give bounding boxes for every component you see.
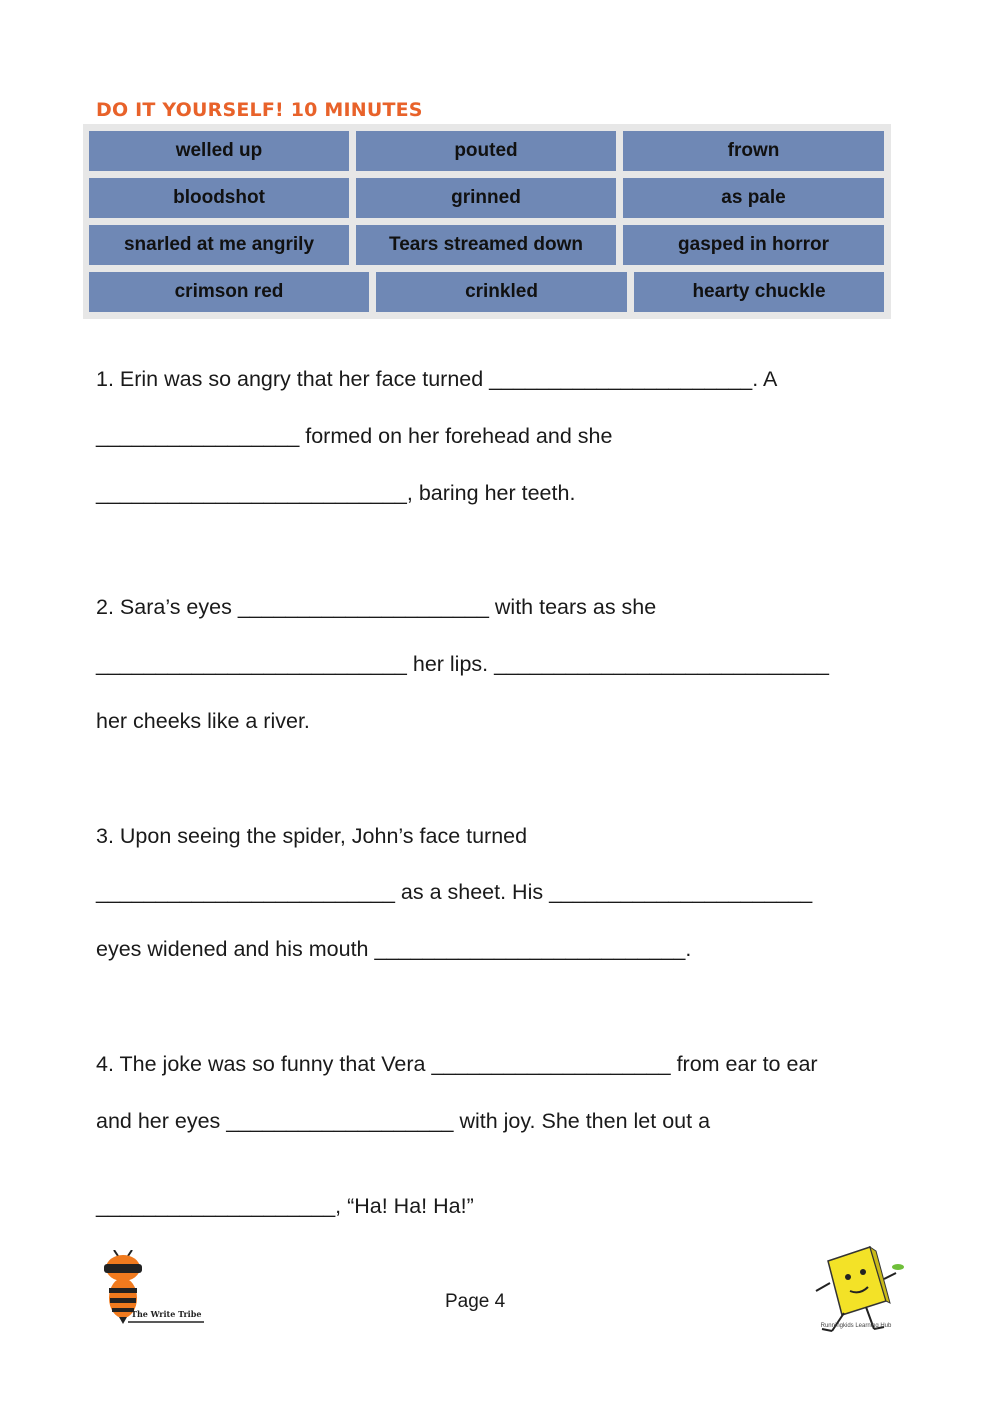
left-logo-text: The Write Tribe <box>131 1309 202 1319</box>
question-4-line-3: ____________________, “Ha! Ha! Ha!” <box>96 1194 474 1218</box>
section-heading: DO IT YOURSELF! 10 MINUTES <box>96 99 423 121</box>
word-bank-cell: hearty chuckle <box>634 272 884 312</box>
question-4-line-1: 4. The joke was so funny that Vera ____________________ from ear to ear <box>96 1052 818 1076</box>
question-3-line-1: 3. Upon seeing the spider, John’s face turned <box>96 824 528 848</box>
word-bank <box>83 124 891 319</box>
word-bank-cell: Tears streamed down <box>356 225 616 265</box>
word-bank-cell: frown <box>623 131 884 171</box>
word-bank-cell: gasped in horror <box>623 225 884 265</box>
word-bank-cell: crinkled <box>376 272 627 312</box>
question-2-line-2: __________________________ her lips. ____________________________ <box>96 652 829 676</box>
word-bank-cell: grinned <box>356 178 616 218</box>
question-1-line-2: _________________ formed on her forehead and she <box>96 424 613 448</box>
question-4-line-2: and her eyes ___________________ with joy. She then let out a <box>96 1109 711 1133</box>
word-bank-cell: crimson red <box>89 272 369 312</box>
question-2-line-3: her cheeks like a river. <box>96 709 310 733</box>
word-bank-cell: pouted <box>356 131 616 171</box>
word-bank-cell: as pale <box>623 178 884 218</box>
question-3-line-3: eyes widened and his mouth __________________________. <box>96 937 692 961</box>
question-2-line-1: 2. Sara’s eyes _____________________ with tears as she <box>96 595 657 619</box>
question-1-line-3: __________________________, baring her teeth. <box>96 481 576 505</box>
word-bank-cell: snarled at me angrily <box>89 225 349 265</box>
right-logo-text: Runningkids Learning Hub <box>820 1323 892 1329</box>
word-bank-cell: welled up <box>89 131 349 171</box>
word-bank-cell: bloodshot <box>89 178 349 218</box>
question-1-line-1: 1. Erin was so angry that her face turned ______________________. A <box>96 367 778 391</box>
question-3-line-2: _________________________ as a sheet. His ______________________ <box>96 880 813 904</box>
page-number: Page 4 <box>445 1291 506 1312</box>
